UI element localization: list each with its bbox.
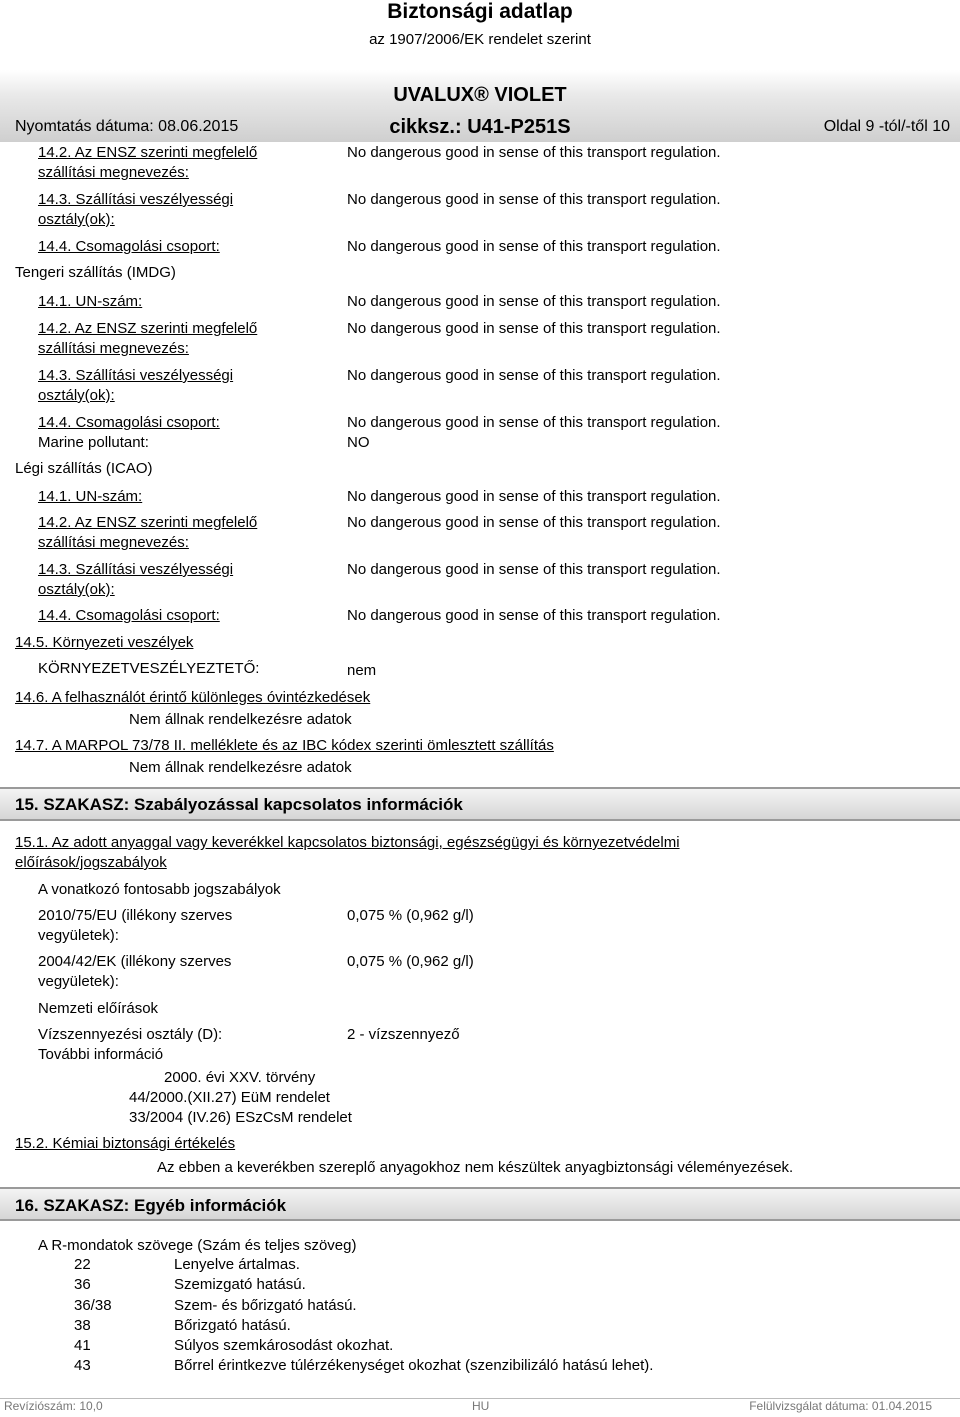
imdg-heading: Tengeri szállítás (IMDG) — [15, 264, 176, 281]
imdg-class-label-2: osztály(ok): — [38, 387, 115, 404]
top-un-name-value: No dangerous good in sense of this transport regulation. — [347, 144, 721, 161]
r-phrase-code: 38 — [74, 1317, 91, 1334]
marpol-text: Nem állnak rendelkezésre adatok — [129, 759, 352, 776]
icao-un-number-label: 14.1. UN-szám: — [38, 488, 143, 505]
print-date: Nyomtatás dátuma: 08.06.2015 — [15, 118, 239, 135]
icao-un-name-label-1: 14.2. Az ENSZ szerinti megfelelő — [38, 514, 258, 531]
r-phrase-code: 22 — [74, 1256, 91, 1273]
icao-class-value: No dangerous good in sense of this transport regulation. — [347, 561, 721, 578]
env-hazard-value: nem — [347, 662, 377, 679]
section-15-1-heading-line-2: előírások/jogszabályok — [15, 854, 167, 871]
further-info-heading: További információ — [38, 1046, 164, 1063]
section-15-2-heading: 15.2. Kémiai biztonsági értékelés — [15, 1135, 236, 1152]
water-hazard-label: Vízszennyezési osztály (D): — [38, 1026, 223, 1043]
imdg-un-number-label: 14.1. UN-szám: — [38, 293, 143, 310]
imdg-un-number-value: No dangerous good in sense of this transport regulation. — [347, 293, 721, 310]
r-phrase-text: Bőrrel érintkezve túlérzékenységet okozhat (szenzibilizáló hatású lehet). — [174, 1357, 654, 1374]
class-label-1: 14.3. Szállítási veszélyességi — [38, 191, 234, 208]
language-code: HU — [472, 1399, 490, 1413]
imdg-un-name-label-1: 14.2. Az ENSZ szerinti megfelelő — [38, 320, 258, 337]
r-phrase-code: 36/38 — [74, 1297, 112, 1314]
imdg-class-value: No dangerous good in sense of this transport regulation. — [347, 367, 721, 384]
water-hazard-value: 2 - vízszennyező — [347, 1026, 460, 1043]
document-subtitle: az 1907/2006/EK rendelet szerint — [369, 31, 591, 48]
section-15-title: 15. SZAKASZ: Szabályozással kapcsolatos információk — [15, 795, 463, 814]
imdg-packing-label: 14.4. Csomagolási csoport: — [38, 414, 220, 431]
voc-2004-value: 0,075 % (0,962 g/l) — [347, 953, 474, 970]
r-phrase-code: 36 — [74, 1276, 91, 1293]
icao-packing-label: 14.4. Csomagolási csoport: — [38, 607, 220, 624]
section-15-2-text: Az ebben a keverékben szereplő anyagokhoz nem készültek anyagbiztonsági véleményezések. — [157, 1159, 794, 1176]
imdg-un-name-label-2: szállítási megnevezés: — [38, 340, 189, 357]
voc-2010-label-1: 2010/75/EU (illékony szerves — [38, 907, 233, 924]
revision-number: Revíziószám: 10,0 — [4, 1399, 103, 1413]
item-code: cikksz.: U41-P251S — [389, 116, 571, 138]
precautions-heading: 14.6. A felhasználót érintő különleges óvintézkedések — [15, 689, 371, 706]
icao-class-label-2: osztály(ok): — [38, 581, 115, 598]
r-phrase-text: Szem- és bőrizgató hatású. — [174, 1297, 357, 1314]
imdg-un-name-value: No dangerous good in sense of this transport regulation. — [347, 320, 721, 337]
env-hazard-label: KÖRNYEZETVESZÉLYEZTETŐ: — [38, 660, 260, 677]
top-class-value: No dangerous good in sense of this transport regulation. — [347, 191, 721, 208]
precautions-text: Nem állnak rendelkezésre adatok — [129, 711, 352, 728]
marine-pollutant-value: NO — [347, 434, 370, 451]
law-item: 2000. évi XXV. törvény — [164, 1069, 316, 1086]
r-phrase-text: Lenyelve ártalmas. — [174, 1256, 300, 1273]
regulations-heading: A vonatkozó fontosabb jogszabályok — [38, 881, 281, 898]
national-regulations-heading: Nemzeti előírások — [38, 1000, 159, 1017]
r-phrase-code: 43 — [74, 1357, 91, 1374]
marine-pollutant-label: Marine pollutant: — [38, 434, 149, 451]
document-title: Biztonsági adatlap — [387, 0, 573, 23]
r-phrase-text: Bőrizgató hatású. — [174, 1317, 291, 1334]
r-phrases-heading: A R-mondatok szövege (Szám és teljes szöveg) — [38, 1237, 357, 1254]
packing-label: 14.4. Csomagolási csoport: — [38, 238, 220, 255]
voc-2004-label-1: 2004/42/EK (illékony szerves — [38, 953, 232, 970]
voc-2010-value: 0,075 % (0,962 g/l) — [347, 907, 474, 924]
page-number: Oldal 9 -tól/-től 10 — [823, 118, 950, 135]
icao-un-number-value: No dangerous good in sense of this transport regulation. — [347, 488, 721, 505]
icao-un-name-value: No dangerous good in sense of this transport regulation. — [347, 514, 721, 531]
icao-heading: Légi szállítás (ICAO) — [15, 460, 153, 477]
r-phrase-text: Szemizgató hatású. — [174, 1276, 306, 1293]
marpol-heading: 14.7. A MARPOL 73/78 II. melléklete és az IBC kódex szerinti ömlesztett szállítás — [15, 737, 554, 754]
un-name-label-2: szállítási megnevezés: — [38, 164, 189, 181]
icao-un-name-label-2: szállítási megnevezés: — [38, 534, 189, 551]
law-item: 44/2000.(XII.27) EüM rendelet — [129, 1089, 330, 1106]
icao-packing-value: No dangerous good in sense of this transport regulation. — [347, 607, 721, 624]
voc-2010-label-2: vegyületek): — [38, 927, 119, 944]
section-16-title: 16. SZAKASZ: Egyéb információk — [15, 1196, 287, 1215]
r-phrase-text: Súlyos szemkárosodást okozhat. — [174, 1337, 394, 1354]
imdg-class-label-1: 14.3. Szállítási veszélyességi — [38, 367, 234, 384]
imdg-packing-value: No dangerous good in sense of this transport regulation. — [347, 414, 721, 431]
top-packing-value: No dangerous good in sense of this transport regulation. — [347, 238, 721, 255]
review-date: Felülvizsgálat dátuma: 01.04.2015 — [749, 1399, 932, 1413]
icao-class-label-1: 14.3. Szállítási veszélyességi — [38, 561, 234, 578]
un-name-label-1: 14.2. Az ENSZ szerinti megfelelő — [38, 144, 258, 161]
r-phrase-code: 41 — [74, 1337, 91, 1354]
voc-2004-label-2: vegyületek): — [38, 973, 119, 990]
product-name: UVALUX® VIOLET — [393, 84, 567, 106]
env-hazards-heading: 14.5. Környezeti veszélyek — [15, 634, 194, 651]
class-label-2: osztály(ok): — [38, 211, 115, 228]
section-15-1-heading-line-1: 15.1. Az adott anyaggal vagy keverékkel kapcsolatos biztonsági, egészségügyi és környezetvédelmi — [15, 834, 680, 851]
law-item: 33/2004 (IV.26) ESzCsM rendelet — [129, 1109, 352, 1126]
